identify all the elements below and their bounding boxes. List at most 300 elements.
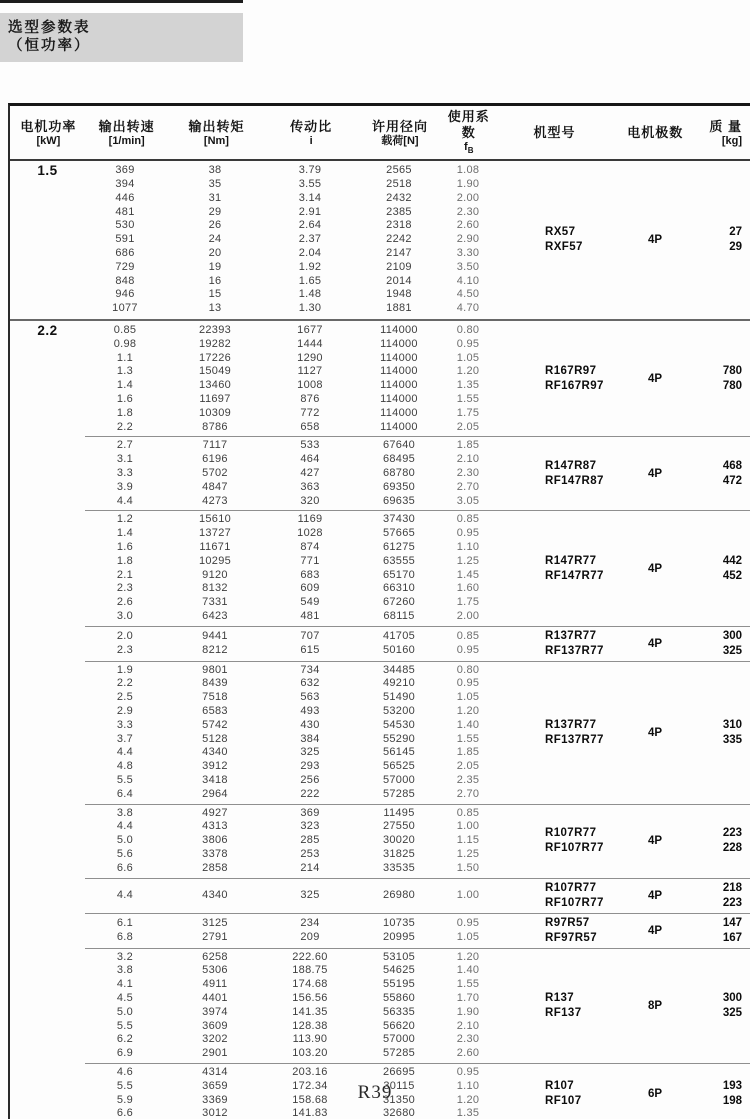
table-row (85, 1066, 493, 1080)
ratio-cell: 158.68 (292, 1093, 328, 1106)
torque-cell: 2901 (202, 1047, 228, 1060)
torque-cell: 4313 (202, 820, 228, 833)
motor-poles: 4P (647, 835, 663, 848)
torque-cell: 3369 (202, 1093, 228, 1106)
fb-cell: 1.70 (456, 992, 480, 1005)
table-row (85, 1107, 493, 1119)
table-row (85, 569, 493, 583)
ratio-cell: 549 (300, 596, 320, 609)
torque-cell: 7117 (202, 439, 228, 452)
torque-cell: 6196 (202, 453, 228, 466)
load-cell: 68115 (383, 609, 415, 622)
torque-cell: 4401 (202, 992, 228, 1005)
ratio-cell: 113.90 (292, 1033, 328, 1046)
power-value: 1.5 (37, 163, 58, 179)
table-row (85, 453, 493, 467)
fb-cell: 1.55 (456, 978, 480, 991)
ratio-cell: 1290 (297, 351, 323, 364)
load-cell: 56145 (382, 746, 416, 759)
fb-cell: 1.15 (456, 834, 480, 847)
load-cell: 31825 (382, 848, 416, 861)
mass-value: 452 (722, 569, 742, 582)
load-cell: 69635 (382, 494, 416, 507)
speed-cell: 591 (115, 233, 135, 246)
table-row (85, 664, 493, 678)
table-row (85, 439, 493, 453)
ratio-cell: 363 (300, 480, 320, 493)
torque-cell: 15 (208, 288, 222, 301)
ratio-cell: 1677 (297, 323, 323, 336)
ratio-cell: 325 (300, 746, 320, 759)
fb-cell: 1.40 (456, 964, 480, 977)
load-cell: 2318 (386, 219, 412, 232)
ratio-cell: 209 (300, 930, 320, 943)
load-cell: 26695 (382, 1066, 416, 1079)
load-cell: 57665 (382, 527, 416, 540)
load-cell: 50160 (382, 643, 416, 656)
speed-cell: 686 (115, 246, 135, 259)
speed-cell: 2.9 (116, 705, 134, 718)
speed-cell: 5.0 (116, 1005, 134, 1018)
torque-cell: 19282 (198, 337, 232, 350)
torque-cell: 16 (208, 274, 222, 287)
table-row (85, 495, 493, 509)
ratio-cell: 256 (300, 774, 320, 787)
gear-block (85, 949, 750, 1063)
page-title (0, 13, 243, 62)
table-row (85, 862, 493, 876)
load-cell: 114000 (380, 379, 418, 392)
torque-cell: 31 (208, 191, 222, 204)
fb-cell: 1.20 (456, 1093, 480, 1106)
column-header-load-line-1: 许用径向 (371, 118, 428, 134)
torque-cell: 3012 (202, 1107, 228, 1119)
power-value: 2.2 (37, 322, 58, 338)
model-name: R107R77 (545, 827, 597, 840)
load-cell: 61275 (382, 540, 416, 553)
gear-block (85, 914, 750, 948)
ratio-cell: 1.48 (298, 288, 322, 301)
column-header-power-line-2: [kW] (36, 134, 61, 147)
table-row (85, 379, 493, 393)
fb-cell: 1.20 (456, 950, 480, 963)
torque-cell: 11671 (199, 540, 231, 553)
model-name: RF107 (545, 1094, 582, 1107)
column-header-fb (444, 109, 494, 157)
ratio-cell: 3.79 (298, 164, 322, 177)
load-cell: 56620 (382, 1019, 416, 1032)
model-names (493, 718, 615, 748)
table-row (85, 992, 493, 1006)
table-row (85, 1006, 493, 1020)
ratio-cell: 234 (300, 916, 320, 929)
fb-cell: 4.50 (456, 288, 480, 301)
fb-cell: 1.10 (456, 1079, 480, 1092)
table-row (85, 820, 493, 834)
model-name: RF107R77 (545, 842, 604, 855)
torque-cell: 3609 (202, 1019, 228, 1032)
block-rows (85, 630, 493, 658)
model-names (493, 881, 615, 911)
ratio-cell: 222 (300, 787, 320, 800)
mass-value: 223 (722, 827, 742, 840)
load-cell: 69350 (382, 480, 416, 493)
table-row (85, 407, 493, 421)
torque-cell: 13727 (198, 527, 232, 540)
fb-cell: 4.10 (456, 274, 480, 287)
model-name: RF167R97 (545, 380, 604, 393)
table-row (85, 610, 493, 624)
ratio-cell: 1444 (297, 337, 323, 350)
fb-cell: 2.70 (456, 480, 480, 493)
mass-value: 147 (722, 916, 742, 929)
load-cell: 2565 (386, 164, 412, 177)
block-rows (85, 889, 493, 903)
model-names (493, 826, 615, 856)
load-cell: 67640 (382, 439, 416, 452)
fb-cell: 2.10 (456, 453, 480, 466)
fb-cell: 2.70 (456, 787, 480, 800)
page-title-line-1: 选型参数表 (8, 20, 91, 36)
fb-cell: 1.05 (456, 930, 480, 943)
table-row (85, 691, 493, 705)
speed-cell: 6.6 (116, 861, 134, 874)
block-rows (85, 807, 493, 876)
speed-cell: 1.4 (116, 379, 134, 392)
fb-cell: 1.90 (456, 177, 480, 190)
ratio-cell: 734 (300, 663, 320, 676)
load-cell: 114000 (380, 392, 418, 405)
torque-cell: 24 (208, 233, 222, 246)
torque-cell: 3659 (202, 1079, 228, 1092)
table-row (85, 1033, 493, 1047)
gear-block (85, 805, 750, 878)
power-section (10, 319, 750, 1119)
torque-cell: 3125 (202, 916, 228, 929)
block-rows (85, 664, 493, 802)
torque-cell: 7518 (202, 691, 228, 704)
column-header-poles (615, 109, 695, 157)
ratio-cell: 103.20 (292, 1047, 328, 1060)
table-row (85, 421, 493, 435)
ratio-cell: 427 (300, 466, 320, 479)
ratio-cell: 384 (300, 732, 320, 745)
load-cell: 11495 (383, 806, 415, 819)
table-row (85, 834, 493, 848)
load-cell: 31350 (382, 1093, 416, 1106)
speed-cell: 4.1 (116, 978, 134, 991)
top-rule (0, 0, 243, 3)
fb-cell: 2.30 (456, 205, 480, 218)
ratio-cell: 320 (300, 494, 320, 507)
model-name: R107R77 (545, 881, 597, 894)
column-header-ratio (266, 109, 356, 157)
column-header-mass (695, 109, 750, 157)
model-area (493, 629, 750, 659)
fb-cell: 4.70 (456, 302, 480, 315)
motor-poles: 4P (647, 562, 663, 575)
fb-cell: 0.80 (456, 323, 480, 336)
fb-cell: 3.50 (456, 260, 480, 273)
load-cell: 54530 (382, 718, 416, 731)
speed-cell: 3.8 (116, 806, 134, 819)
load-cell: 55195 (382, 978, 416, 991)
speed-cell: 6.2 (116, 1033, 134, 1046)
ratio-cell: 3.14 (298, 191, 322, 204)
block-rows (85, 951, 493, 1061)
model-name: R97R57 (545, 916, 590, 929)
motor-poles: 4P (647, 889, 663, 902)
ratio-cell: 214 (300, 861, 320, 874)
ratio-cell: 1169 (297, 513, 323, 526)
mass-value: 193 (722, 1079, 742, 1092)
speed-cell: 3.8 (116, 964, 134, 977)
mass-value: 325 (722, 1006, 742, 1019)
gear-block (85, 627, 750, 661)
column-header-torque (167, 109, 267, 157)
torque-cell: 3912 (202, 760, 228, 773)
load-cell: 2014 (386, 274, 412, 287)
torque-cell: 2858 (202, 861, 228, 874)
model-name: RF147R87 (545, 474, 604, 487)
table-row (85, 513, 493, 527)
speed-cell: 2.7 (116, 439, 134, 452)
gear-block (85, 437, 750, 510)
speed-cell: 5.0 (116, 834, 134, 847)
table-row (85, 206, 493, 220)
load-cell: 54625 (382, 964, 416, 977)
mass-values (695, 826, 750, 856)
load-cell: 57285 (382, 1047, 416, 1060)
speed-cell: 4.5 (116, 992, 134, 1005)
column-header-fb-line-2: $f_B$ (464, 141, 474, 156)
fb-cell: 1.35 (456, 379, 480, 392)
speed-cell: 729 (115, 260, 135, 273)
speed-cell: 3.3 (116, 466, 134, 479)
table-row (85, 219, 493, 233)
torque-cell: 17226 (198, 351, 232, 364)
fb-cell: 1.55 (456, 732, 480, 745)
column-header-torque-line-1: 输出转矩 (188, 118, 245, 134)
speed-cell: 0.85 (113, 323, 137, 336)
ratio-cell: 222.60 (292, 950, 328, 963)
table-row (85, 677, 493, 691)
gear-block (85, 662, 750, 804)
mass-values (695, 225, 750, 255)
load-cell: 2147 (386, 246, 412, 259)
ratio-cell: 464 (300, 453, 320, 466)
ratio-cell: 369 (300, 806, 320, 819)
mass-value: 780 (722, 380, 742, 393)
model-area (493, 718, 750, 748)
mass-value: 29 (729, 241, 742, 254)
speed-cell: 4.4 (116, 494, 134, 507)
fb-cell: 1.00 (456, 820, 480, 833)
table-row (85, 275, 493, 289)
table-row (85, 192, 493, 206)
column-header-torque-line-2: [Nm] (203, 134, 229, 147)
fb-cell: 1.05 (456, 691, 480, 704)
mass-values (695, 991, 750, 1021)
ratio-cell: 430 (300, 718, 320, 731)
speed-cell: 6.9 (116, 1047, 134, 1060)
ratio-cell: 874 (300, 540, 320, 553)
mass-value: 335 (722, 733, 742, 746)
table-row (85, 733, 493, 747)
ratio-cell: 285 (300, 834, 320, 847)
table-row (85, 481, 493, 495)
table-row (85, 352, 493, 366)
model-names (493, 916, 615, 946)
model-name: R137R77 (545, 718, 597, 731)
mass-values (695, 554, 750, 584)
block-rows (85, 324, 493, 434)
mass-values (695, 364, 750, 394)
fb-cell: 1.08 (456, 164, 480, 177)
torque-cell: 5702 (202, 466, 228, 479)
fb-cell: 0.95 (456, 1066, 480, 1079)
speed-cell: 2.0 (116, 629, 134, 642)
speed-cell: 2.2 (116, 677, 134, 690)
speed-cell: 4.8 (116, 760, 134, 773)
fb-cell: 0.80 (456, 663, 480, 676)
fb-cell: 0.85 (456, 629, 480, 642)
ratio-cell: 876 (300, 392, 320, 405)
selection-parameter-table (8, 103, 750, 1119)
mass-value: 198 (722, 1094, 742, 1107)
fb-cell: 3.05 (456, 494, 480, 507)
load-cell: 2242 (386, 233, 412, 246)
load-cell: 34485 (382, 663, 416, 676)
mass-value: 780 (722, 365, 742, 378)
load-cell: 32680 (382, 1107, 416, 1119)
mass-value: 167 (722, 931, 742, 944)
load-cell: 114000 (380, 323, 418, 336)
model-name: R147R87 (545, 459, 597, 472)
load-cell: 55290 (382, 732, 416, 745)
speed-cell: 6.6 (116, 1107, 134, 1119)
mass-value: 472 (722, 474, 742, 487)
fb-cell: 2.60 (456, 219, 480, 232)
torque-cell: 6583 (202, 705, 228, 718)
ratio-cell: 3.55 (298, 177, 322, 190)
model-area (493, 991, 750, 1021)
ratio-cell: 323 (300, 820, 320, 833)
model-name: R137 (545, 991, 575, 1004)
table-row (85, 288, 493, 302)
ratio-cell: 615 (300, 643, 320, 656)
speed-cell: 1.8 (116, 554, 134, 567)
torque-cell: 3202 (202, 1033, 228, 1046)
load-cell: 51490 (382, 691, 416, 704)
table-row (85, 774, 493, 788)
table-row (85, 164, 493, 178)
load-cell: 53200 (382, 705, 416, 718)
gear-block (85, 162, 750, 318)
torque-cell: 15610 (198, 513, 232, 526)
speed-cell: 1.2 (116, 513, 134, 526)
speed-cell: 2.2 (116, 420, 134, 433)
torque-cell: 8786 (202, 420, 228, 433)
mass-values (695, 459, 750, 489)
load-cell: 114000 (380, 351, 418, 364)
fb-cell: 1.35 (456, 1107, 480, 1119)
model-name: RF107R77 (545, 896, 604, 909)
table-row (85, 788, 493, 802)
gear-block (85, 511, 750, 625)
fb-cell: 1.20 (456, 705, 480, 718)
torque-cell: 7331 (202, 596, 228, 609)
mass-values (695, 629, 750, 659)
load-cell: 30020 (382, 834, 416, 847)
speed-cell: 3.1 (116, 453, 134, 466)
block-rows (85, 164, 493, 316)
load-cell: 66310 (382, 582, 416, 595)
fb-cell: 1.00 (456, 888, 480, 901)
table-row (85, 964, 493, 978)
fb-cell: 2.30 (456, 466, 480, 479)
ratio-cell: 156.56 (292, 992, 328, 1005)
load-cell: 57000 (382, 1033, 416, 1046)
ratio-cell: 174.68 (292, 978, 328, 991)
table-row (85, 807, 493, 821)
ratio-cell: 203.16 (292, 1066, 328, 1079)
column-header-speed (87, 109, 167, 157)
torque-cell: 8439 (202, 677, 228, 690)
ratio-cell: 2.37 (298, 233, 322, 246)
table-row (85, 302, 493, 316)
model-name: R107 (545, 1079, 575, 1092)
table-row (85, 261, 493, 275)
load-cell: 2385 (386, 205, 412, 218)
model-area (493, 881, 750, 911)
load-cell: 68495 (382, 453, 416, 466)
ratio-cell: 1.65 (298, 274, 322, 287)
table-row (85, 978, 493, 992)
load-cell: 1948 (386, 288, 412, 301)
ratio-cell: 2.91 (298, 205, 322, 218)
fb-cell: 0.95 (456, 337, 480, 350)
torque-cell: 3418 (202, 774, 228, 787)
mass-values (695, 881, 750, 911)
torque-cell: 26 (208, 219, 222, 232)
fb-cell: 2.00 (456, 609, 480, 622)
load-cell: 65170 (382, 568, 416, 581)
fb-cell: 2.05 (456, 420, 480, 433)
fb-cell: 1.60 (456, 582, 480, 595)
column-header-load (356, 109, 444, 157)
speed-cell: 2.5 (116, 691, 134, 704)
ratio-cell: 253 (300, 848, 320, 861)
speed-cell: 1.4 (116, 527, 134, 540)
motor-poles: 4P (647, 637, 663, 650)
table-row (85, 889, 493, 903)
load-cell: 57285 (382, 787, 416, 800)
model-name: RF137R77 (545, 644, 604, 657)
speed-cell: 3.0 (116, 609, 134, 622)
torque-cell: 38 (208, 164, 222, 177)
load-cell: 56335 (382, 1005, 416, 1018)
block-rows (85, 917, 493, 945)
torque-cell: 9801 (202, 663, 228, 676)
ratio-cell: 481 (300, 609, 320, 622)
speed-cell: 2.1 (116, 568, 134, 581)
column-header-power-line-1: 电机功率 (20, 118, 77, 134)
speed-cell: 1.9 (116, 663, 134, 676)
mass-value: 223 (722, 896, 742, 909)
torque-cell: 5742 (202, 718, 228, 731)
fb-cell: 2.35 (456, 774, 480, 787)
